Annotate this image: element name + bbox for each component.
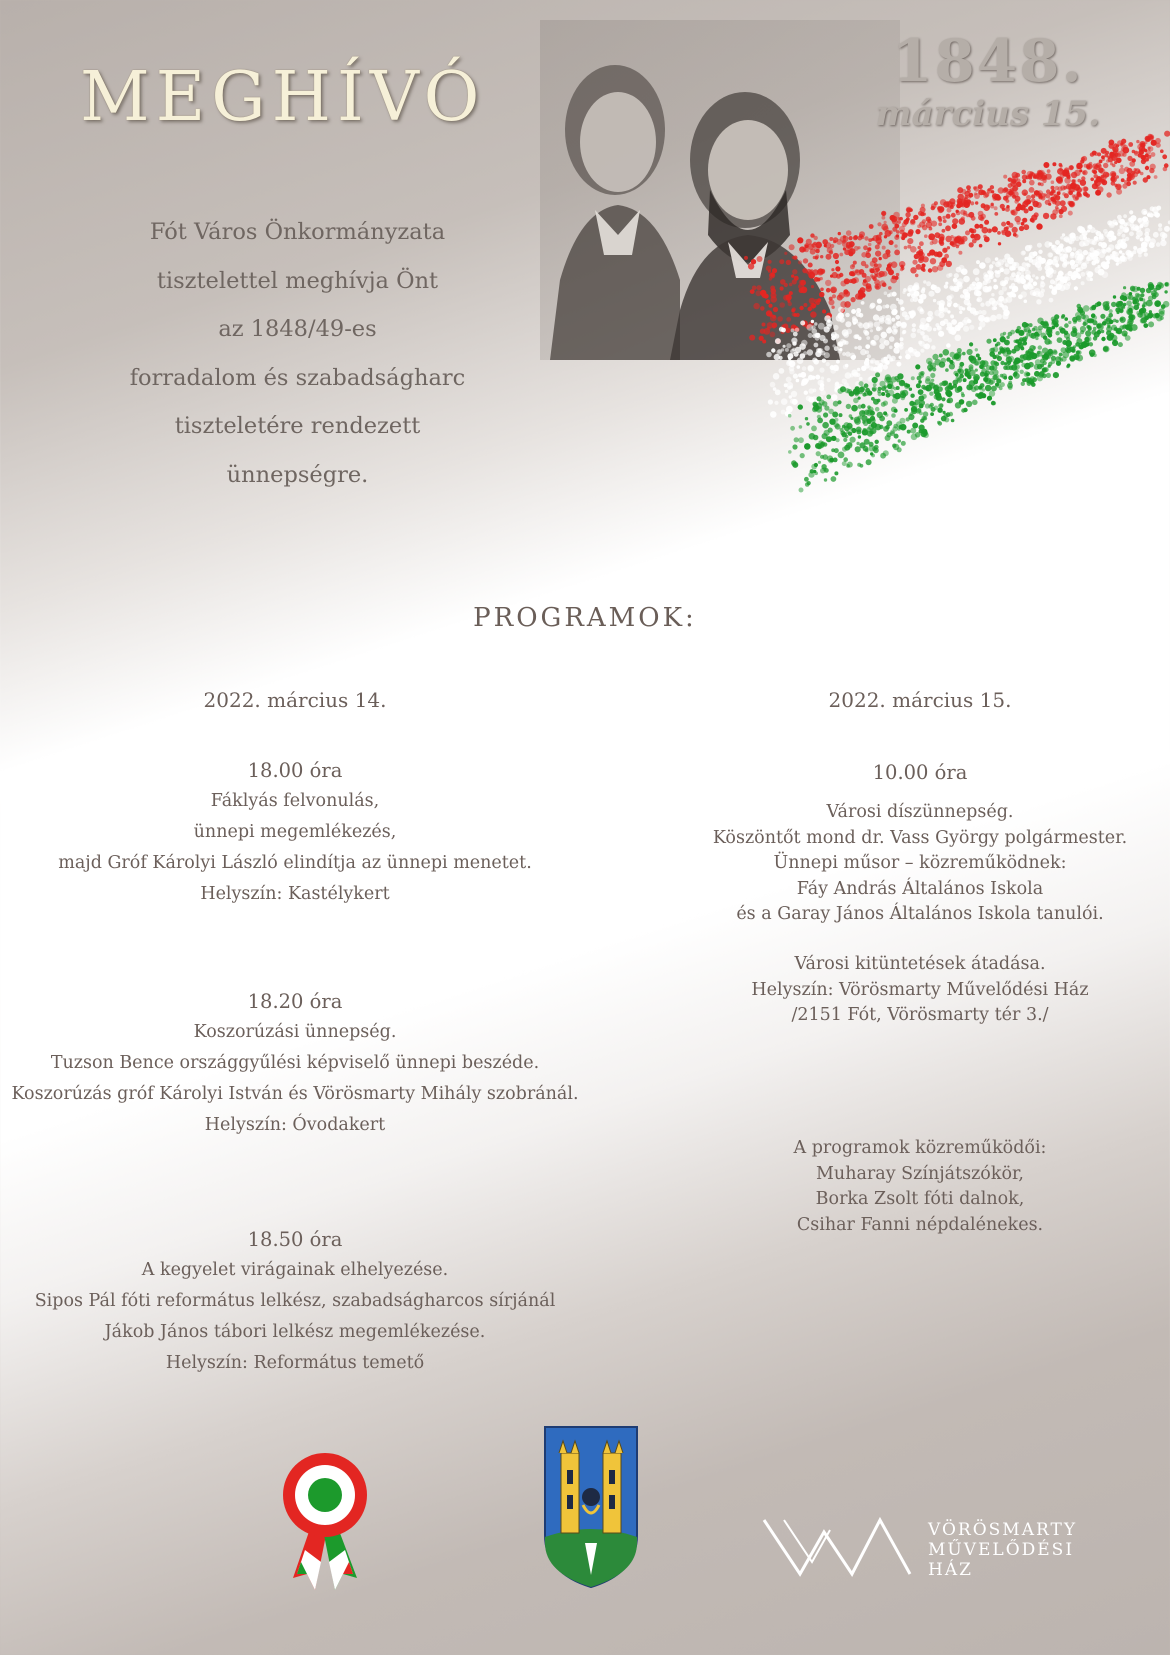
event-time: 18.50 óra bbox=[247, 1228, 343, 1251]
event-line: Városi kitüntetések átadása. bbox=[794, 954, 1046, 974]
cockade-icon bbox=[275, 1450, 375, 1595]
intro-line: ünnepségre. bbox=[226, 461, 369, 488]
event-line: Sipos Pál fóti református lelkész, szabadságharcos sírjánál bbox=[34, 1291, 556, 1311]
event-line: Helyszín: Kastélykert bbox=[200, 884, 390, 904]
day1-event-1 bbox=[0, 755, 590, 910]
invitation-text bbox=[100, 208, 495, 499]
logo-line: HÁZ bbox=[928, 1560, 973, 1580]
event-time: 18.20 óra bbox=[247, 990, 343, 1013]
day1-event-2 bbox=[0, 986, 590, 1141]
event-line: és a Garay János Általános Iskola tanulói. bbox=[736, 904, 1104, 924]
contributors bbox=[640, 1136, 1170, 1238]
event-line: Helyszín: Vörösmarty Művelődési Ház bbox=[751, 979, 1089, 1000]
event-line: majd Gróf Károlyi László elindítja az ünnepi menetet. bbox=[58, 853, 532, 873]
day1-event-3 bbox=[0, 1224, 590, 1379]
contributor-line: Muharay Színjátszókör, bbox=[816, 1163, 1024, 1184]
vorosmarty-logo-text bbox=[928, 1520, 1077, 1580]
intro-line: forradalom és szabadságharc bbox=[129, 364, 466, 391]
event-month-day: március 15. bbox=[875, 94, 1100, 134]
flag-dots-graphic bbox=[700, 130, 1170, 510]
intro-line: tiszteletére rendezett bbox=[174, 413, 421, 439]
event-line: Koszorúzás gróf Károlyi István és Vörösmarty Mihály szobránál. bbox=[11, 1084, 579, 1104]
event-line: Jákob János tábori lelkész megemlékezése. bbox=[104, 1322, 486, 1342]
event-time: 18.00 óra bbox=[247, 759, 343, 782]
coat-of-arms-icon bbox=[543, 1425, 639, 1589]
day2-time: 10.00 óra bbox=[872, 761, 968, 784]
event-line: Tuzson Bence országgyűlési képviselő ünnepi beszéde. bbox=[50, 1053, 540, 1073]
event-line: Fáklyás felvonulás, bbox=[210, 791, 380, 811]
contributor-line: Borka Zsolt fóti dalnok, bbox=[815, 1189, 1025, 1209]
event-line: Ünnepi műsor – közreműködnek: bbox=[773, 853, 1067, 873]
intro-line: tisztelettel meghívja Önt bbox=[156, 267, 439, 294]
event-line: Koszorúzási ünnepség. bbox=[193, 1022, 397, 1042]
day2-awards bbox=[640, 952, 1170, 1029]
event-line: Helyszín: Óvodakert bbox=[204, 1115, 386, 1135]
contributor-line: Csihar Fanni népdalénekes. bbox=[796, 1214, 1044, 1235]
event-line: Köszöntőt mond dr. Vass György polgármester. bbox=[712, 827, 1128, 848]
page-title: MEGHÍVÓ bbox=[80, 58, 486, 137]
vorosmarty-logo-mark bbox=[760, 1512, 920, 1582]
event-line: ünnepi megemlékezés, bbox=[193, 822, 397, 842]
logo-line: VÖRÖSMARTY bbox=[928, 1520, 1078, 1540]
event-line: Helyszín: Református temető bbox=[165, 1353, 425, 1373]
intro-line: Fót Város Önkormányzata bbox=[149, 219, 446, 245]
event-date-header bbox=[876, 28, 1100, 134]
event-line: /2151 Fót, Vörösmarty tér 3./ bbox=[791, 1005, 1049, 1025]
event-line: Fáy András Általános Iskola bbox=[796, 878, 1044, 899]
event-year: 1848. bbox=[891, 27, 1084, 95]
contributor-line: A programok közreműködői: bbox=[793, 1138, 1047, 1158]
intro-line: az 1848/49-es bbox=[218, 316, 377, 342]
logo-line: MŰVELŐDÉSI bbox=[928, 1540, 1075, 1560]
event-line: A kegyelet virágainak elhelyezése. bbox=[141, 1260, 449, 1280]
event-line: Városi díszünnepség. bbox=[826, 802, 1014, 822]
programs-heading: PROGRAMOK: bbox=[473, 603, 697, 633]
day2-ceremony bbox=[640, 800, 1170, 928]
day1-date: 2022. március 14. bbox=[203, 688, 387, 712]
day2-date: 2022. március 15. bbox=[828, 688, 1012, 712]
